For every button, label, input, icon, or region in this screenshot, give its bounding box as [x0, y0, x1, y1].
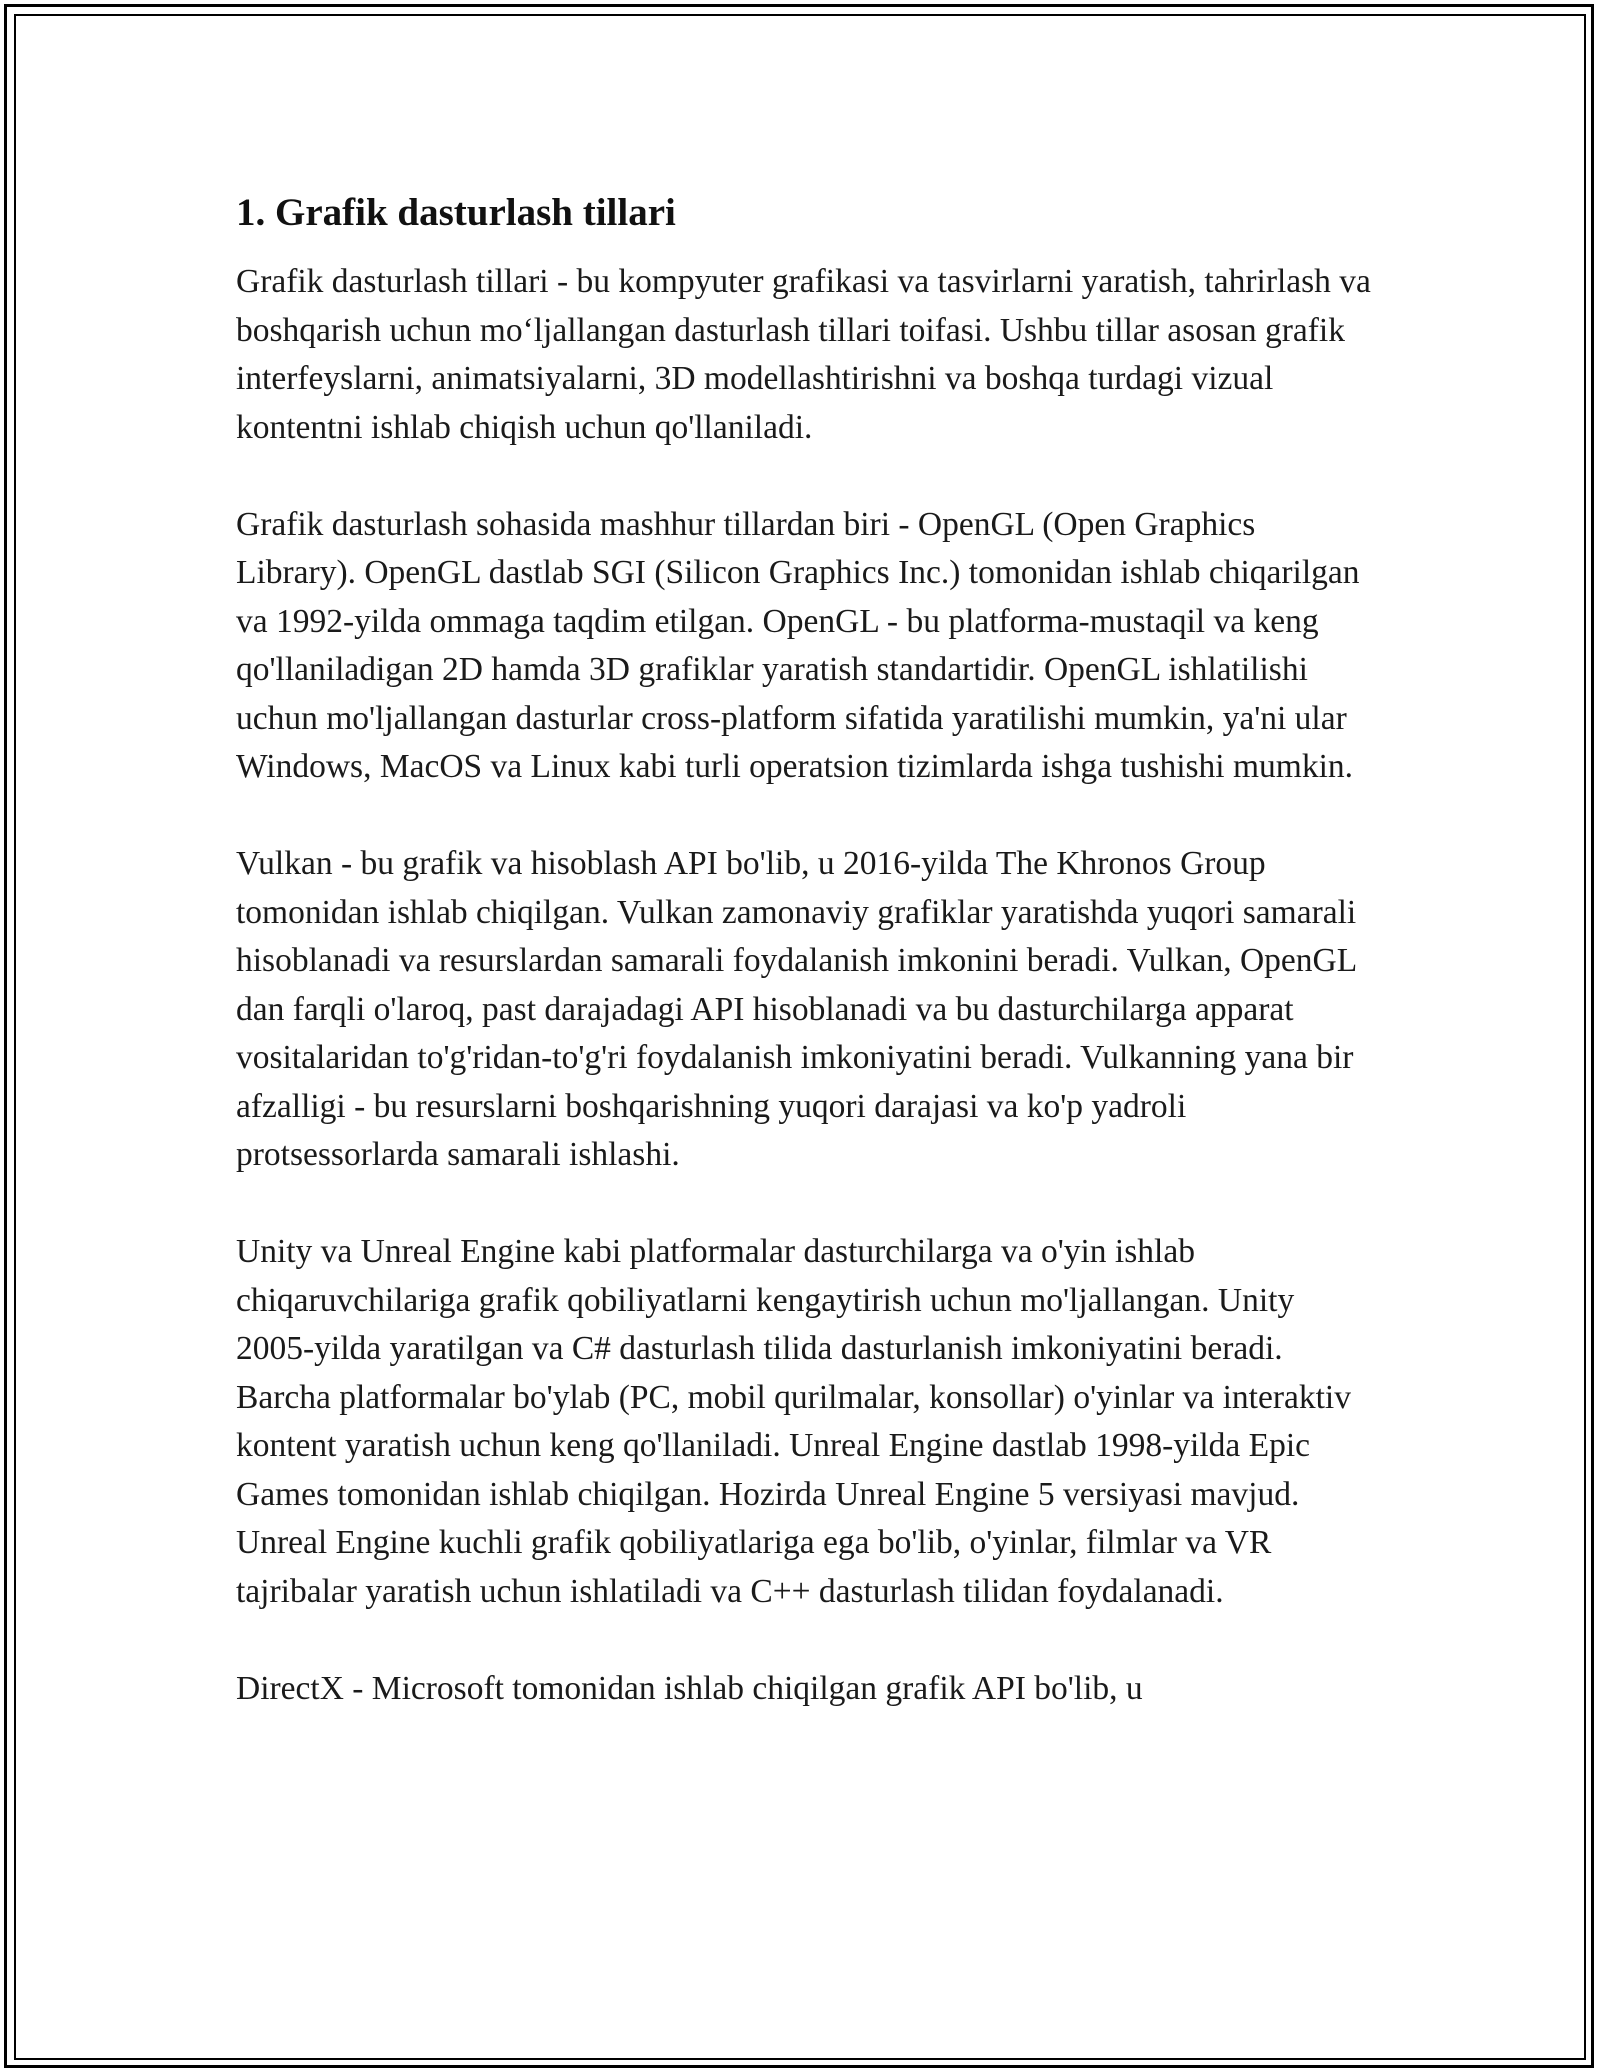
- paragraph-vulkan: Vulkan - bu grafik va hisoblash API bo'lib, u 2016-yilda The Khronos Group tomonidan ishlab chiqilgan. Vulkan zamonaviy grafiklar yaratishda yuqori samarali hisoblanadi va resurslardan samarali foydalanish imkonini beradi. Vulkan, OpenGL dan farqli o'laroq, past darajadagi API hisoblanadi va bu dasturchilarga apparat vositalaridan to'g'ridan-to'g'ri foydalanish imkoniyatini beradi. Vulkanning yana bir afzalligi - bu resurslarni boshqarishning yuqori darajasi va ko'p yadroli protsessorlarda samarali ishlashi.: [236, 845, 1357, 1173]
- paragraph-unity-unreal: Unity va Unreal Engine kabi platformalar dasturchilarga va o'yin ishlab chiqaruvchilariga grafik qobiliyatlarni kengaytirish uchun mo'ljallangan. Unity 2005-yilda yaratilgan va C# dasturlash tilida dasturlanish imkoniyatini beradi. Barcha platformalar bo'ylab (PC, mobil qurilmalar, konsollar) o'yinlar va interaktiv kontent yaratish uchun keng qo'llaniladi. Unreal Engine dastlab 1998-yilda Epic Games tomonidan ishlab chiqilgan. Hozirda Unreal Engine 5 versiyasi mavjud. Unreal Engine kuchli grafik qobiliyatlariga ega bo'lib, o'yinlar, filmlar va VR tajribalar yaratish uchun ishlatiladi va C++ dasturlash tilidan foydalanadi.: [236, 1233, 1351, 1610]
- paragraph-opengl: Grafik dasturlash sohasida mashhur tillardan biri - OpenGL (Open Graphics Library). OpenGL dastlab SGI (Silicon Graphics Inc.) tomonidan ishlab chiqarilgan va 1992-yilda ommaga taqdim etilgan. OpenGL - bu platforma-mustaqil va keng qo'llaniladigan 2D hamda 3D grafiklar yaratish standartidir. OpenGL ishlatilishi uchun mo'ljallangan dasturlar cross-platform sifatida yaratilishi mumkin, ya'ni ular Windows, MacOS va Linux kabi turli operatsion tizimlarda ishga tushishi mumkin.: [236, 505, 1360, 785]
- paragraph-directx: DirectX - Microsoft tomonidan ishlab chiqilgan grafik API bo'lib, u: [236, 1669, 1143, 1707]
- paragraph-intro: Grafik dasturlash tillari - bu kompyuter grafikasi va tasvirlarni yaratish, tahrirlash va boshqarish uchun mo‘ljallangan dasturlash tillari toifasi. Ushbu tillar asosan grafik interfeyslarni, animatsiyalarni, 3D modellashtirishni va boshqa turdagi vizual kontentni ishlab chiqish uchun qo'llaniladi.: [236, 263, 1371, 446]
- section-heading: 1. Grafik dasturlash tillari: [236, 191, 676, 234]
- document-body: [236, 188, 1376, 1762]
